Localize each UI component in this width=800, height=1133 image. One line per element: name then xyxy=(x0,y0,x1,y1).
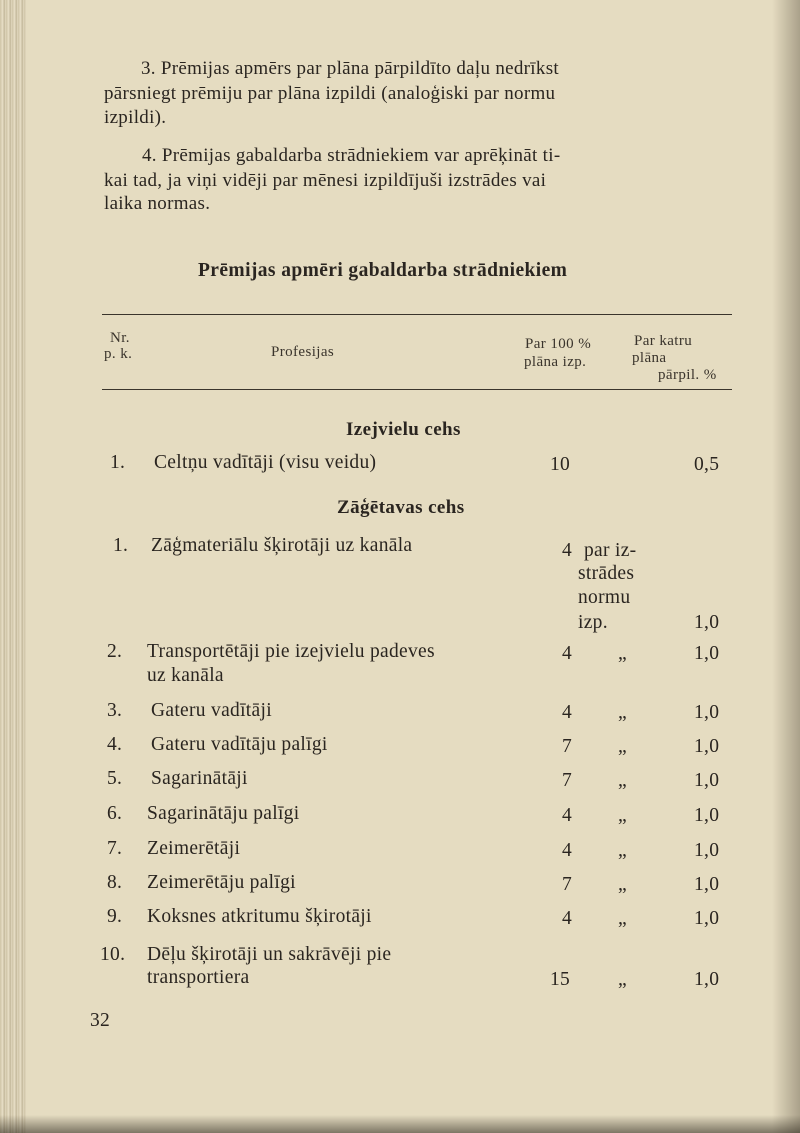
paragraph-4-line-3: laika normas. xyxy=(104,193,211,214)
row-ditto-mark: „ xyxy=(618,840,627,861)
row-ditto-mark: „ xyxy=(618,969,627,990)
row-ditto-mark: „ xyxy=(618,908,627,929)
row-profession: Transportētāji pie izejvielu padeves xyxy=(147,641,435,662)
row-premium-each: 1,0 xyxy=(694,874,720,895)
row-nr: 7. xyxy=(107,838,123,859)
row-profession: Gateru vadītāji xyxy=(151,700,272,721)
row-nr: 3. xyxy=(107,700,123,721)
row-profession: Zāģmateriālu šķirotāji uz kanāla xyxy=(151,535,413,556)
row-ditto-mark: „ xyxy=(618,805,627,826)
table-title: Prēmijas apmēri gabaldarba strādniekiem xyxy=(198,260,568,281)
header-nr: Nr. xyxy=(110,330,130,346)
row-ditto-mark: „ xyxy=(618,770,627,791)
row-profession: Koksnes atkritumu šķirotāji xyxy=(147,906,372,927)
row-profession: Sagarinātāji xyxy=(151,768,248,789)
row-premium-note: par iz- xyxy=(584,540,637,561)
row-premium-100: 4 xyxy=(562,805,573,826)
header-par-100: Par 100 % xyxy=(525,336,592,352)
row-profession: Celtņu vadītāji (visu veidu) xyxy=(154,452,377,473)
row-nr: 4. xyxy=(107,734,123,755)
row-nr: 10. xyxy=(100,944,126,965)
table-header-rule xyxy=(102,389,732,390)
row-profession: Gateru vadītāju palīgi xyxy=(151,734,328,755)
paragraph-3-line-1: 3. Prēmijas apmērs par plāna pārpildīto daļu nedrīkst xyxy=(141,58,559,79)
header-profession: Profesijas xyxy=(271,344,335,360)
page-number: 32 xyxy=(90,1010,111,1031)
row-ditto-mark: „ xyxy=(618,874,627,895)
header-plana-izp: plāna izp. xyxy=(524,354,587,370)
row-premium-each: 1,0 xyxy=(694,736,720,757)
row-premium-each: 1,0 xyxy=(694,805,720,826)
row-nr: 9. xyxy=(107,906,123,927)
row-premium-100: 4 xyxy=(562,840,573,861)
paragraph-4-line-1: 4. Prēmijas gabaldarba strādniekiem var aprēķināt ti- xyxy=(142,145,561,166)
row-profession: Zeimerētāju palīgi xyxy=(147,872,296,893)
row-ditto-mark: „ xyxy=(618,736,627,757)
row-premium-each: 1,0 xyxy=(694,612,720,633)
row-premium-note: strādes xyxy=(578,563,635,584)
paragraph-3-line-3: izpildi). xyxy=(104,107,167,128)
row-premium-each: 1,0 xyxy=(694,770,720,791)
row-premium-100: 7 xyxy=(562,736,573,757)
row-premium-each: 1,0 xyxy=(694,969,720,990)
row-nr: 8. xyxy=(107,872,123,893)
row-premium-100: 7 xyxy=(562,874,573,895)
row-premium-note: normu xyxy=(578,587,631,608)
header-nr-pk: p. k. xyxy=(104,346,133,362)
header-parpil: pārpil. % xyxy=(658,367,717,383)
row-premium-note: izp. xyxy=(578,612,608,633)
row-ditto-mark: „ xyxy=(618,643,627,664)
row-premium-each: 1,0 xyxy=(694,840,720,861)
row-premium-100: 4 xyxy=(562,702,573,723)
row-profession: Zeimerētāji xyxy=(147,838,241,859)
section-title-zagetavas-cehs: Zāģētavas cehs xyxy=(337,497,465,518)
row-premium-each: 0,5 xyxy=(694,454,720,475)
row-premium-100: 4 xyxy=(562,643,573,664)
page-edge xyxy=(0,0,26,1133)
row-nr: 1. xyxy=(113,535,129,556)
row-premium-each: 1,0 xyxy=(694,702,720,723)
row-premium-100: 10 xyxy=(550,454,571,475)
row-nr: 2. xyxy=(107,641,123,662)
row-profession: Dēļu šķirotāji un sakrāvēji pie xyxy=(147,944,392,965)
row-premium-100: 7 xyxy=(562,770,573,791)
row-nr: 1. xyxy=(110,452,126,473)
row-nr: 5. xyxy=(107,768,123,789)
section-title-izejvielu-cehs: Izejvielu cehs xyxy=(346,419,461,440)
row-premium-each: 1,0 xyxy=(694,908,720,929)
header-par-katru: Par katru xyxy=(634,333,693,349)
paragraph-3-line-2: pārsniegt prēmiju par plāna izpildi (analoģiski par normu xyxy=(104,83,556,104)
row-premium-each: 1,0 xyxy=(694,643,720,664)
paragraph-4-line-2: kai tad, ja viņi vidēji par mēnesi izpildījuši izstrādes vai xyxy=(104,170,547,191)
row-profession: Sagarinātāju palīgi xyxy=(147,803,300,824)
header-plana: plāna xyxy=(632,350,667,366)
row-profession-cont: transportiera xyxy=(147,967,250,988)
row-premium-100: 4 xyxy=(562,540,573,561)
binding-shadow xyxy=(772,0,800,1133)
bottom-shadow xyxy=(0,1115,800,1133)
row-profession-cont: uz kanāla xyxy=(147,665,224,686)
table-top-rule xyxy=(102,314,732,315)
row-premium-100: 15 xyxy=(550,969,571,990)
row-premium-100: 4 xyxy=(562,908,573,929)
row-ditto-mark: „ xyxy=(618,702,627,723)
row-nr: 6. xyxy=(107,803,123,824)
